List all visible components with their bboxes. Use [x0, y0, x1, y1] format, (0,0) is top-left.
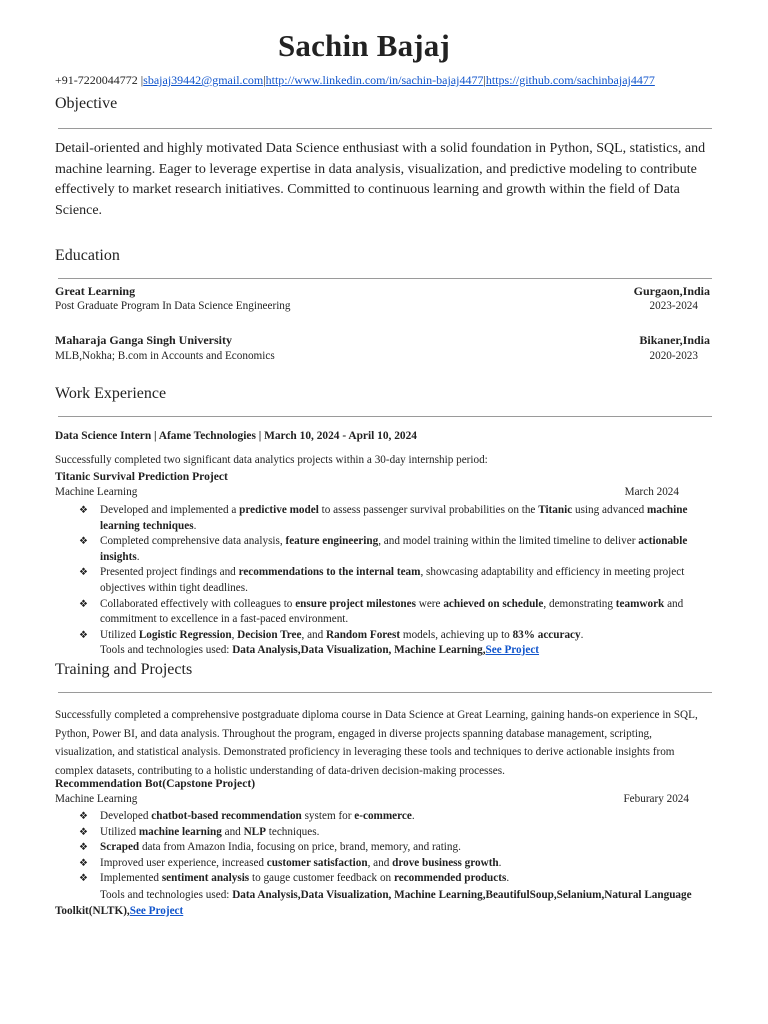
bullet-diamond-icon: ❖ [79, 629, 88, 641]
education-heading: Education [55, 247, 120, 264]
email-link[interactable]: sbajaj39442@gmail.com [143, 73, 264, 87]
bullet-item: ❖ Utilized machine learning and NLP techniques. [55, 825, 715, 841]
linkedin-link[interactable]: http://www.linkedin.com/in/sachin-bajaj4477 [265, 73, 484, 87]
contact-line [55, 73, 655, 88]
project-date: March 2024 [624, 486, 679, 498]
bullet-diamond-icon: ❖ [79, 811, 88, 822]
project-name: Titanic Survival Prediction Project [55, 470, 228, 483]
bullet-item: ❖ Implemented sentiment analysis to gauge customer feedback on recommended products. [55, 871, 715, 887]
degree-years: 2020-2023 [649, 350, 698, 362]
degree-name: MLB,Nokha; B.com in Accounts and Economics [55, 350, 275, 362]
see-project-link[interactable]: See Project [485, 644, 540, 656]
work-intro-text: Successfully completed two significant data analytics projects within a 30-day internship period: [55, 454, 488, 466]
contact-separator: | [263, 73, 266, 87]
project-category: Machine Learning [55, 793, 138, 805]
school-location: Gurgaon,India [633, 284, 710, 298]
education-item-details [55, 300, 710, 318]
objective-text: Detail-oriented and highly motivated Data Science enthusiast with a solid foundation in Python, SQL, statistics, and machine learning. Eager to leverage expertise in data analysis, visualization, and predictive modeling to contribute effectively to market research initiatives. Committed to continuous learning and growth within the field of Data Science. [55, 141, 706, 218]
bullet-item: ❖ Collaborated effectively with colleagues to ensure project milestones were achieved on schedule, demonstrating teamwork and commitment to excellence in a fast-paced environment. [79, 597, 684, 626]
degree-years: 2023-2024 [649, 300, 698, 312]
bullet-diamond-icon: ❖ [79, 873, 88, 885]
tools-list: Data Analysis,Data Visualization, Machine Learning, [232, 644, 486, 656]
training-heading: Training and Projects [55, 661, 193, 678]
project-date: Feburary 2024 [623, 793, 689, 805]
school-name: Great Learning [55, 284, 136, 298]
bullet-item: ❖ Developed chatbot-based recommendation system for e-commerce. [55, 809, 715, 825]
tools-label: Tools and technologies used: [100, 889, 233, 901]
bullet-diamond-icon: ❖ [79, 567, 88, 579]
work-experience-heading: Work Experience [55, 385, 167, 402]
bullet-item: ❖ Utilized Logistic Regression, Decision Tree, and Random Forest models, achieving up to 83% accuracy. [55, 628, 715, 644]
work-project-meta [55, 486, 710, 504]
section-divider [58, 128, 712, 129]
github-link[interactable]: https://github.com/sachinbajaj4477 [485, 73, 655, 87]
bullet-item: ❖ Developed and implemented a predictive model to assess passenger survival probabilities on the Titanic using advanced machine learning techniques. [79, 504, 688, 532]
education-item [55, 333, 710, 351]
bullet-diamond-icon: ❖ [79, 536, 88, 548]
section-divider [58, 416, 712, 417]
objective-heading: Objective [55, 95, 118, 112]
bullet-diamond-icon: ❖ [79, 842, 88, 854]
tools-label: Tools and technologies used: [100, 644, 233, 656]
work-bullet-list [55, 503, 715, 643]
tools-list: Data Analysis,Data Visualization, Machine Learning,BeautifulSoup,Selanium,Natural Language Toolkit(NLTK), [55, 889, 692, 917]
work-tools-line [100, 644, 539, 656]
job-role-line: Data Science Intern | Afame Technologies | March 10, 2024 - April 10, 2024 [55, 430, 418, 442]
see-project-link[interactable]: See Project [129, 904, 184, 917]
training-bullet-list [55, 809, 715, 887]
bullet-diamond-icon: ❖ [79, 598, 88, 610]
bullet-diamond-icon: ❖ [79, 857, 88, 869]
bullet-diamond-icon: ❖ [79, 826, 88, 838]
bullet-item: ❖ Presented project findings and recommendations to the internal team, showcasing adaptability and efficiency in meeting project objectives within tight deadlines. [79, 566, 685, 594]
school-location: Bikaner,India [639, 333, 710, 347]
project-name: Recommendation Bot(Capstone Project) [55, 777, 256, 790]
bullet-item: ❖ Completed comprehensive data analysis, feature engineering, and model training within the limited timeline to deliver actionable insights. [79, 535, 688, 563]
training-tools-line [55, 888, 715, 919]
candidate-name: Sachin Bajaj [277, 28, 451, 63]
project-category: Machine Learning [55, 486, 138, 498]
degree-name: Post Graduate Program In Data Science Engineering [55, 300, 291, 312]
school-name: Maharaja Ganga Singh University [55, 333, 233, 347]
section-divider [58, 692, 712, 693]
phone-number: +91-7220044772 | [55, 73, 144, 87]
education-item-details [55, 350, 710, 368]
bullet-item: ❖ Improved user experience, increased customer satisfaction, and drove business growth. [55, 856, 715, 872]
training-intro: Successfully completed a comprehensive postgraduate diploma course in Data Science at Great Learning, gaining hands-on experience in SQL, Python, Power BI, and data analysis. Throughout the program, engaged in diverse projects spanning database management, scripting, visualization, and statistical analysis. Demonstrated proficiency in leveraging these tools and techniques to derive actionable insights from complex datasets, contributing to a holistic understanding of data-driven decision-making processes. [55, 709, 698, 777]
bullet-diamond-icon: ❖ [79, 505, 88, 516]
bullet-item: ❖ Scraped data from Amazon India, focusing on price, brand, memory, and rating. [55, 840, 715, 856]
section-divider [58, 278, 712, 279]
contact-separator: | [483, 73, 486, 87]
job-title [55, 430, 710, 448]
